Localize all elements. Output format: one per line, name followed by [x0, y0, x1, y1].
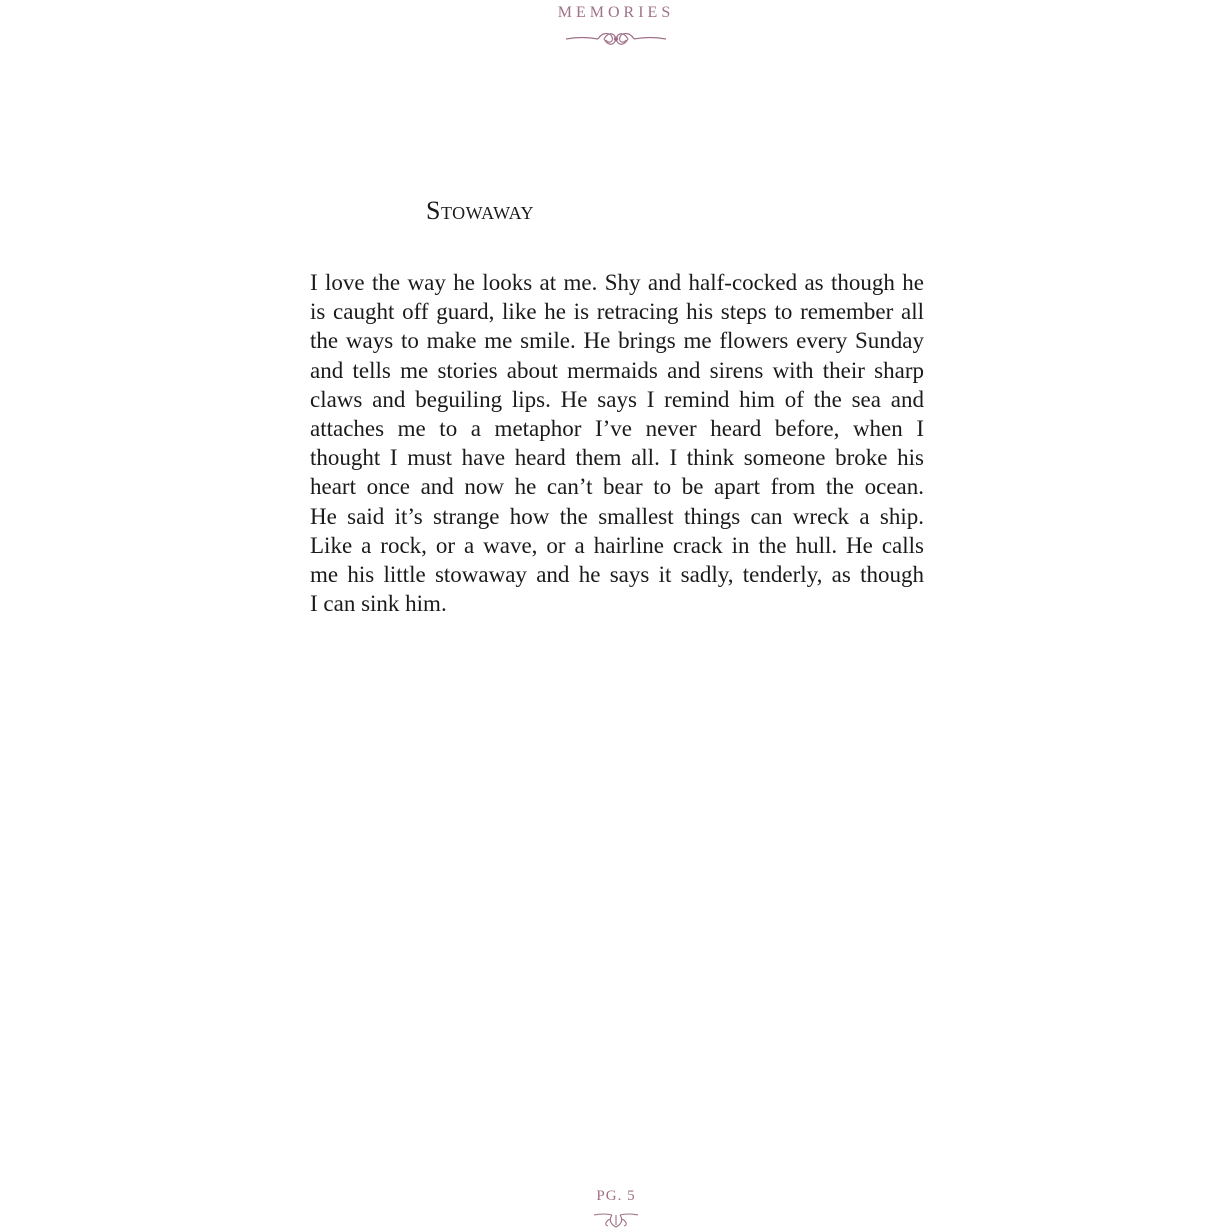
poem-line: heart once and now he can’t bear to be apart from the ocean.	[310, 474, 924, 500]
poem-line: I can sink him.	[310, 591, 447, 617]
flourish-divider-icon	[564, 29, 668, 49]
poem-line: Like a rock, or a wave, or a hairline crack in the hull. He calls	[310, 532, 924, 558]
flourish-small-icon	[592, 1209, 640, 1229]
poem-line: I love the way he looks at me. Shy and half-cocked as though he	[310, 270, 924, 295]
poem-body	[310, 268, 924, 618]
poem-line: and tells me stories about mermaids and sirens with their sharp	[310, 357, 924, 383]
poem-line: the ways to make me smile. He brings me flowers every Sunday	[310, 328, 924, 354]
poem-line: thought I must have heard them all. I think someone broke his	[310, 445, 924, 471]
section-title: MEMORIES	[557, 4, 675, 21]
poem-title: Stowaway	[426, 196, 535, 225]
poem-line: is caught off guard, like he is retracing his steps to remember all	[310, 299, 924, 325]
poem-line: claws and beguiling lips. He says I remind him of the sea and	[310, 386, 924, 412]
poem-line: He said it’s strange how the smallest things can wreck a ship.	[310, 503, 924, 529]
poem-line: attaches me to a metaphor I’ve never heard before, when I	[310, 415, 924, 441]
page-number: PG. 5	[596, 1188, 636, 1204]
poem-line: me his little stowaway and he says it sadly, tenderly, as though	[310, 561, 924, 587]
